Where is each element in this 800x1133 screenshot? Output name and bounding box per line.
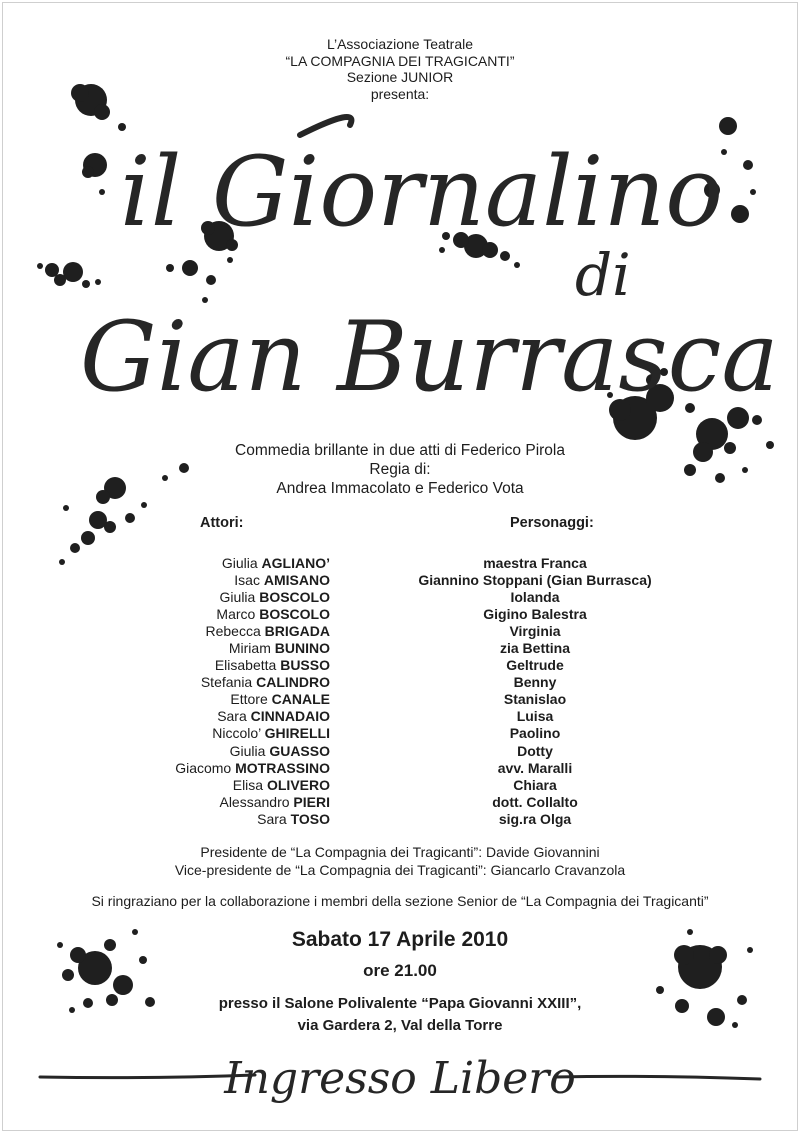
president-line: Presidente de “La Compagnia dei Tragicanti”: Davide Giovannini [200,844,600,860]
cast-member [120,657,330,674]
cast-first-name: Giulia [221,555,258,571]
cast-last-name: GUASSO [269,742,330,759]
cast-member [120,760,330,777]
cast-member [120,606,330,623]
intro-line-presents: presenta: [370,85,430,102]
cast-first-name: Isac [234,572,260,589]
cast-last-name: BUNINO [274,640,330,657]
cast-member [120,743,330,760]
cast-last-name: CALINDRO [256,674,330,691]
cast-member [120,640,330,657]
intro-line-section: Sezione JUNIOR [346,69,454,85]
cast-first-name: Giacomo [175,759,232,776]
credits-direction-label: Regia di: [369,461,431,478]
character-role: Dotty [517,742,553,759]
cast-list [120,555,330,828]
character-role: Iolanda [510,589,560,606]
cast-member [120,555,330,572]
cast-member [120,572,330,589]
footer [0,1045,800,1125]
character-role: Paolino [509,725,561,742]
cast-first-name: Giulia [219,589,256,606]
event-location [0,993,800,1037]
cast-last-name: BOSCOLO [259,606,330,623]
roles-heading: Personaggi: [510,515,594,531]
credits-block [0,441,800,498]
cast-last-name: PIERI [293,793,330,810]
cast-first-name: Stefania [200,674,253,691]
vice-president-line: Vice-presidente de “La Compagnia dei Tragicanti”: Giancarlo Cravanzola [174,862,626,878]
cast-first-name: Miriam [228,640,271,657]
character-role: Luisa [516,708,554,725]
title-line-3: Gian Burrasca [80,301,779,413]
cast-last-name: GHIRELLI [264,725,330,742]
cast-last-name: AGLIANO’ [261,555,330,571]
cast-heading: Attori: [200,515,244,531]
event-date: Sabato 17 Aprile 2010 [291,928,509,951]
footer-line-right [555,1076,760,1079]
cast-last-name: CINNADAIO [250,708,330,725]
character-role: zia Bettina [499,640,570,657]
cast-member [120,674,330,691]
character-role: sig.ra Olga [498,810,572,827]
cast-last-name: BUSSO [280,657,330,674]
event-venue: presso il Salone Polivalente “Papa Giovanni XXIII”, [218,995,582,1012]
cast-first-name: Marco [216,606,256,623]
credits-directors: Andrea Immacolato e Federico Vota [276,480,524,497]
title-line-2: di [575,241,631,309]
cast-last-name: AMISANO [263,572,330,589]
free-entry-text: Ingresso Libero [224,1053,576,1104]
cast-first-name: Ettore [230,691,268,708]
event-time: ore 21.00 [363,961,437,980]
cast-first-name: Giulia [229,742,266,759]
cast-first-name: Sara [257,810,287,827]
cast-first-name: Rebecca [205,623,261,640]
cast-first-name: Niccolo’ [212,725,261,742]
officers-block [0,843,800,879]
character-role: Giannino Stoppani (Gian Burrasca) [418,572,652,589]
character-role: Stanislao [503,691,567,708]
title-flourish [300,117,351,135]
character-role: Chiara [513,776,557,793]
character-role: Virginia [509,623,561,640]
cast-first-name: Sara [217,708,247,725]
character-role: avv. Maralli [497,759,573,776]
intro-line-association: L’Associazione Teatrale [326,36,474,52]
thanks-line: Si ringraziano per la collaborazione i membri della sezione Senior de “La Compagnia dei Tragicanti” [91,893,709,909]
intro-line-company: “LA COMPAGNIA DEI TRAGICANTI” [285,52,515,69]
cast-member [120,623,330,640]
cast-member [120,725,330,742]
cast-last-name: OLIVERO [266,776,330,793]
title-line-1: il Giornalino [120,136,724,248]
cast-last-name: CANALE [271,691,330,708]
character-role: Benny [513,674,557,691]
cast-member [120,708,330,725]
roles-list [410,555,660,828]
cast-member [120,777,330,794]
credits-comedy: Commedia brillante in due atti di Federico Pirola [235,442,565,459]
footer-line-left [40,1075,255,1078]
cast-member [120,691,330,708]
title [0,90,800,430]
character-role: dott. Collalto [492,793,578,810]
cast-last-name: TOSO [290,810,330,827]
character-role: maestra Franca [483,555,587,571]
cast-last-name: MOTRASSINO [235,759,330,776]
cast-member [120,589,330,606]
event-address: via Gardera 2, Val della Torre [297,1017,503,1034]
cast-member [120,811,330,828]
cast-last-name: BOSCOLO [259,589,330,606]
cast-first-name: Elisa [232,776,264,793]
character-role: Gigino Balestra [483,606,587,623]
cast-last-name: BRIGADA [264,623,330,640]
cast-member [120,794,330,811]
cast-first-name: Elisabetta [214,657,277,674]
character-role: Geltrude [506,657,564,674]
cast-first-name: Alessandro [219,793,290,810]
